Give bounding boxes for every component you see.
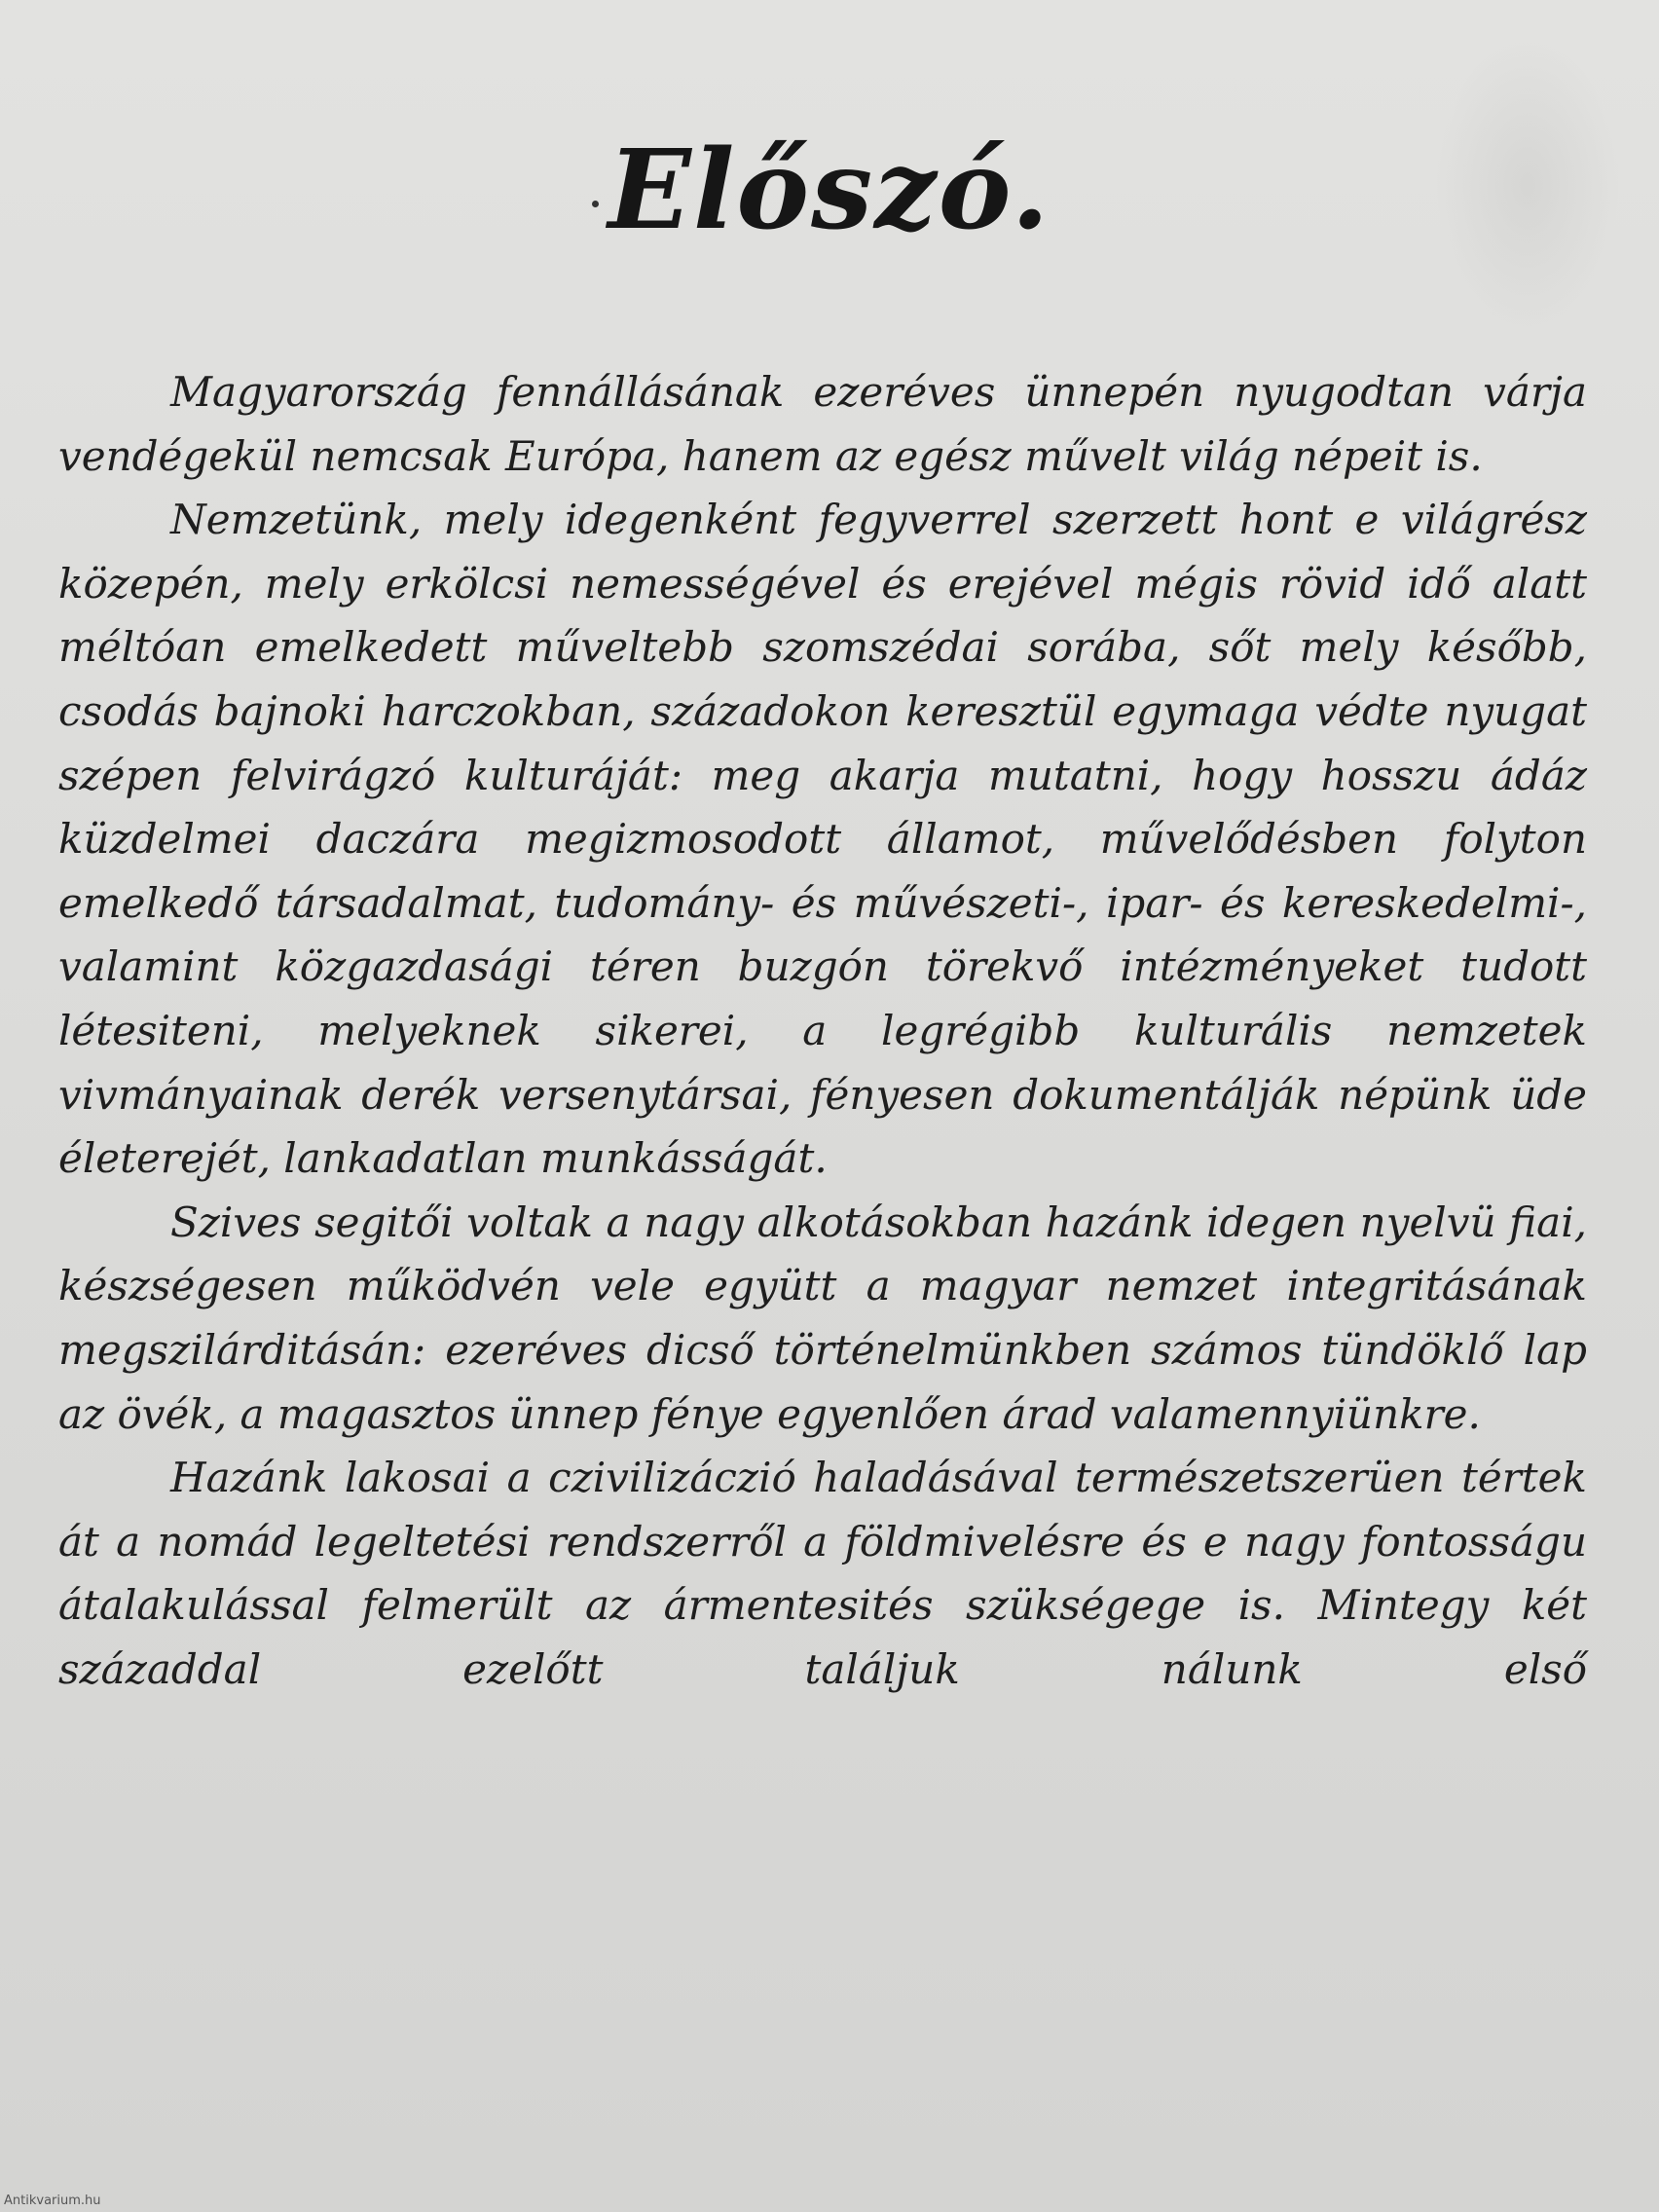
paragraph-3: Szives segitői voltak a nagy alkotásokban hazánk idegen nyelvü fiai, készségesen működvén vele együtt a magyar nemzet integritásának megszilárditásán: ezeréves dicső történelmünkben számos tündöklő lap az övék, a magasztos ünnep fénye egyenlően árad valamennyiünkre. xyxy=(58,1198,1587,1438)
paragraph-4: Hazánk lakosai a czivilizáczió haladásával természetszerüen tértek át a nomád legeltetési rendszerről a földmivelésre és e nagy fontosságu átalakulással felmerült az ármentesités szükségege is. Mintegy két századdal ezelőtt találjuk nálunk első xyxy=(58,1454,1587,1693)
paragraph-2: Nemzetünk, mely idegenként fegyverrel szerzett hont e világrész közepén, mely erkölcsi nemességével és erejével mégis rövid idő alatt méltóan emelkedett műveltebb szomszédai sorába, sőt mely később, csodás bajnoki harczokban, századokon keresztül egymaga védte nyugat szépen felvirágzó kulturáját: meg akarja mutatni, hogy hosszu ádáz küzdelmei daczára megizmosodott államot, művelődésben folyton emelkedő társadalmat, tudomány- és művészeti-, ipar- és kereskedelmi-, valamint közgazdasági téren buzgón törekvő intézményeket tudott létesiteni, melyeknek sikerei, a legrégibb kulturális nemzetek vivmányainak derék versenytársai, fényesen dokumentálják népünk üde életerejét, lankadatlan munkásságát. xyxy=(58,496,1587,1183)
body-text xyxy=(58,360,1587,1701)
watermark-label: Antikvarium.hu xyxy=(4,2194,101,2208)
paragraph-1: Magyarország fennállásának ezeréves ünnepén nyugodtan várja vendégekül nemcsak Európa, hanem az egész művelt világ népeit is. xyxy=(58,368,1587,480)
page-title: Előszó. xyxy=(608,127,1051,254)
